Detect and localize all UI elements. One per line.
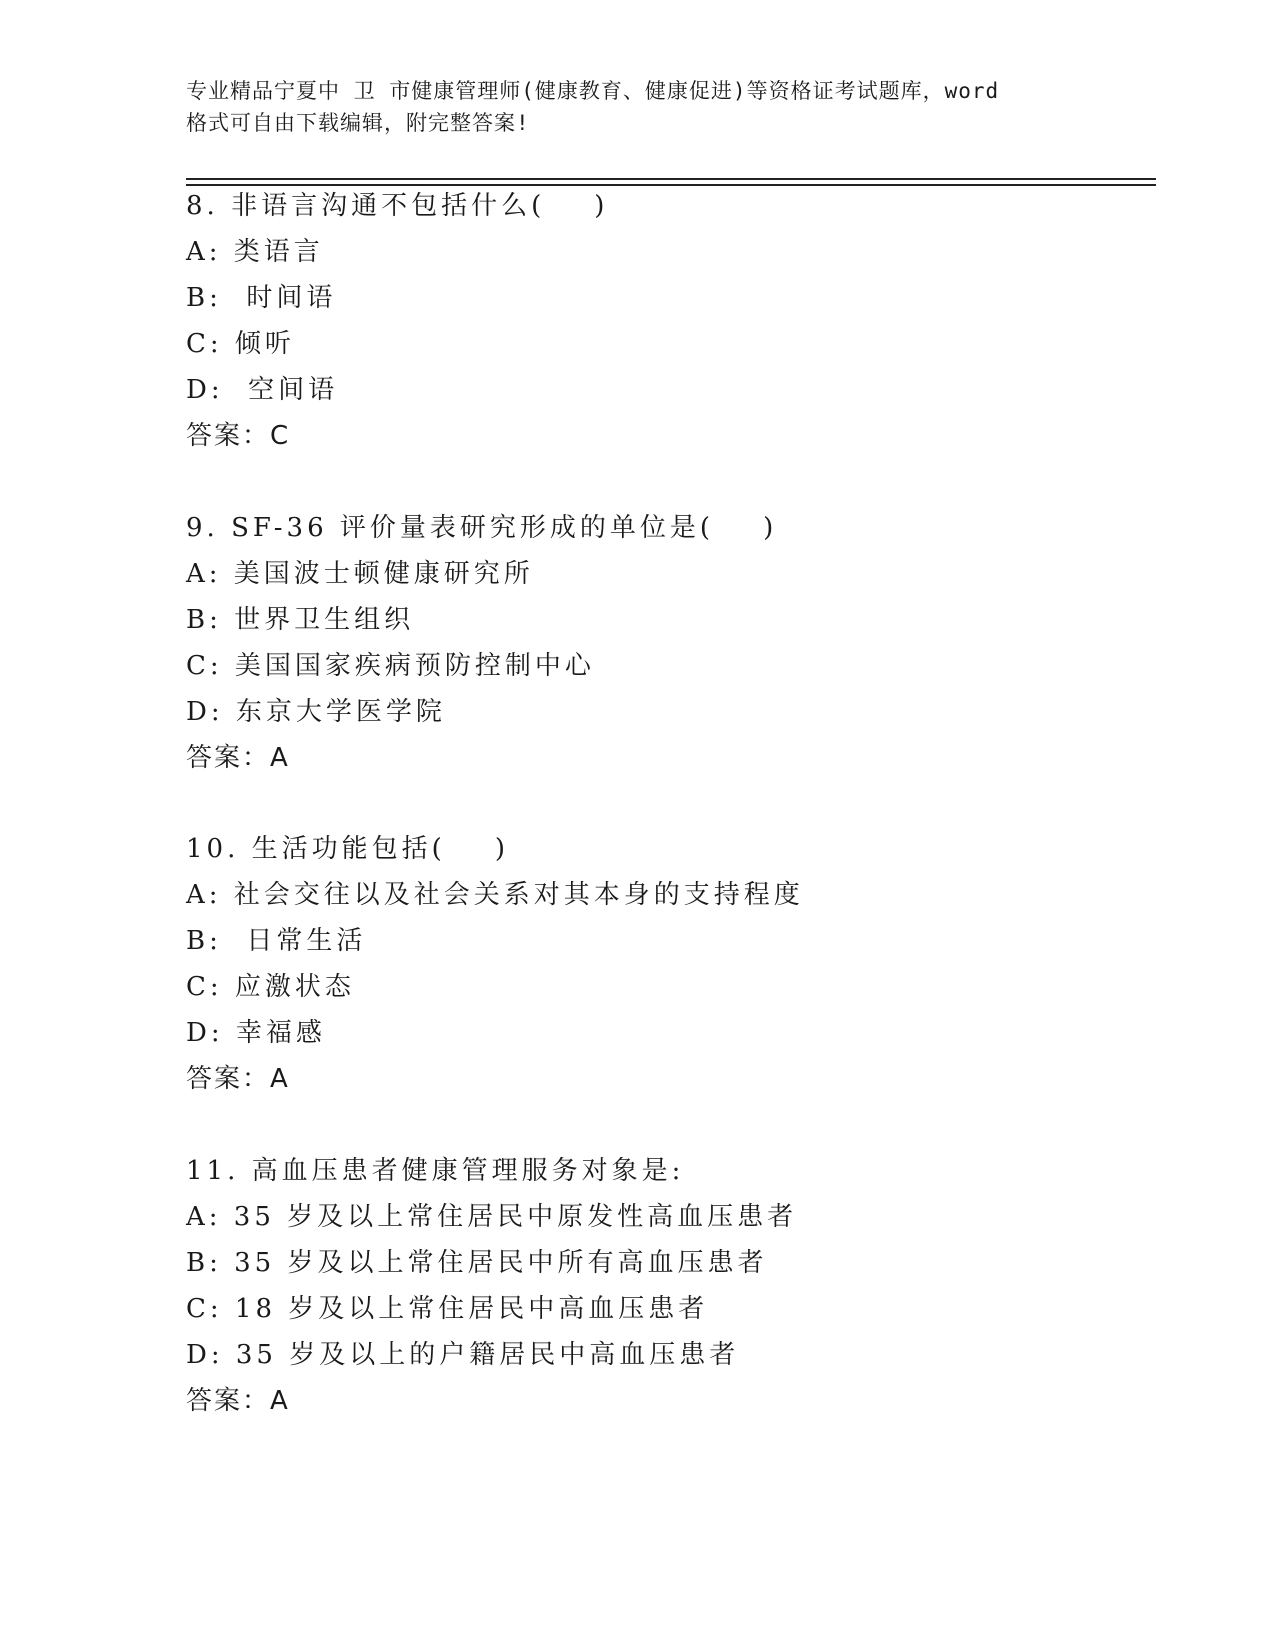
option-d: D: 空间语 <box>186 375 339 405</box>
question-stem: 8. 非语言沟通不包括什么( ) <box>186 191 609 221</box>
option-a: A: 35 岁及以上常住居民中原发性高血压患者 <box>186 1202 798 1232</box>
option-c: C: 美国国家疾病预防控制中心 <box>186 651 595 681</box>
option-c: C: 18 岁及以上常住居民中高血压患者 <box>186 1294 709 1324</box>
document-header <box>186 75 1086 139</box>
answer: 答案：C <box>186 421 291 451</box>
answer: 答案：A <box>186 1064 290 1094</box>
option-a: A: 美国波士顿健康研究所 <box>186 559 534 589</box>
question-8 <box>186 183 1146 459</box>
question-9 <box>186 505 1146 781</box>
question-10 <box>186 826 1146 1102</box>
header-line-2: 格式可自由下载编辑，附完整答案! <box>186 111 530 135</box>
option-c: C: 倾听 <box>186 329 295 359</box>
question-stem: 11. 高血压患者健康管理服务对象是: <box>186 1156 685 1186</box>
option-b: B: 时间语 <box>186 283 337 313</box>
question-11 <box>186 1148 1146 1424</box>
option-a: A: 社会交往以及社会关系对其本身的支持程度 <box>186 880 804 910</box>
option-c: C: 应激状态 <box>186 972 355 1002</box>
answer: 答案：A <box>186 1386 290 1416</box>
option-b: B: 35 岁及以上常住居民中所有高血压患者 <box>186 1248 768 1278</box>
option-d: D: 东京大学医学院 <box>186 697 446 727</box>
option-b: B: 世界卫生组织 <box>186 605 415 635</box>
option-b: B: 日常生活 <box>186 926 367 956</box>
option-d: D: 幸福感 <box>186 1018 326 1048</box>
header-line-1: 专业精品宁夏中 卫 市健康管理师(健康教育、健康促进)等资格证考试题库，word <box>186 79 1000 103</box>
question-stem: 10. 生活功能包括( ) <box>186 834 509 864</box>
answer: 答案：A <box>186 743 290 773</box>
option-d: D: 35 岁及以上的户籍居民中高血压患者 <box>186 1340 740 1370</box>
option-a: A: 类语言 <box>186 237 324 267</box>
header-divider-top <box>186 178 1156 180</box>
question-stem: 9. SF-36 评价量表研究形成的单位是( ) <box>186 513 778 543</box>
